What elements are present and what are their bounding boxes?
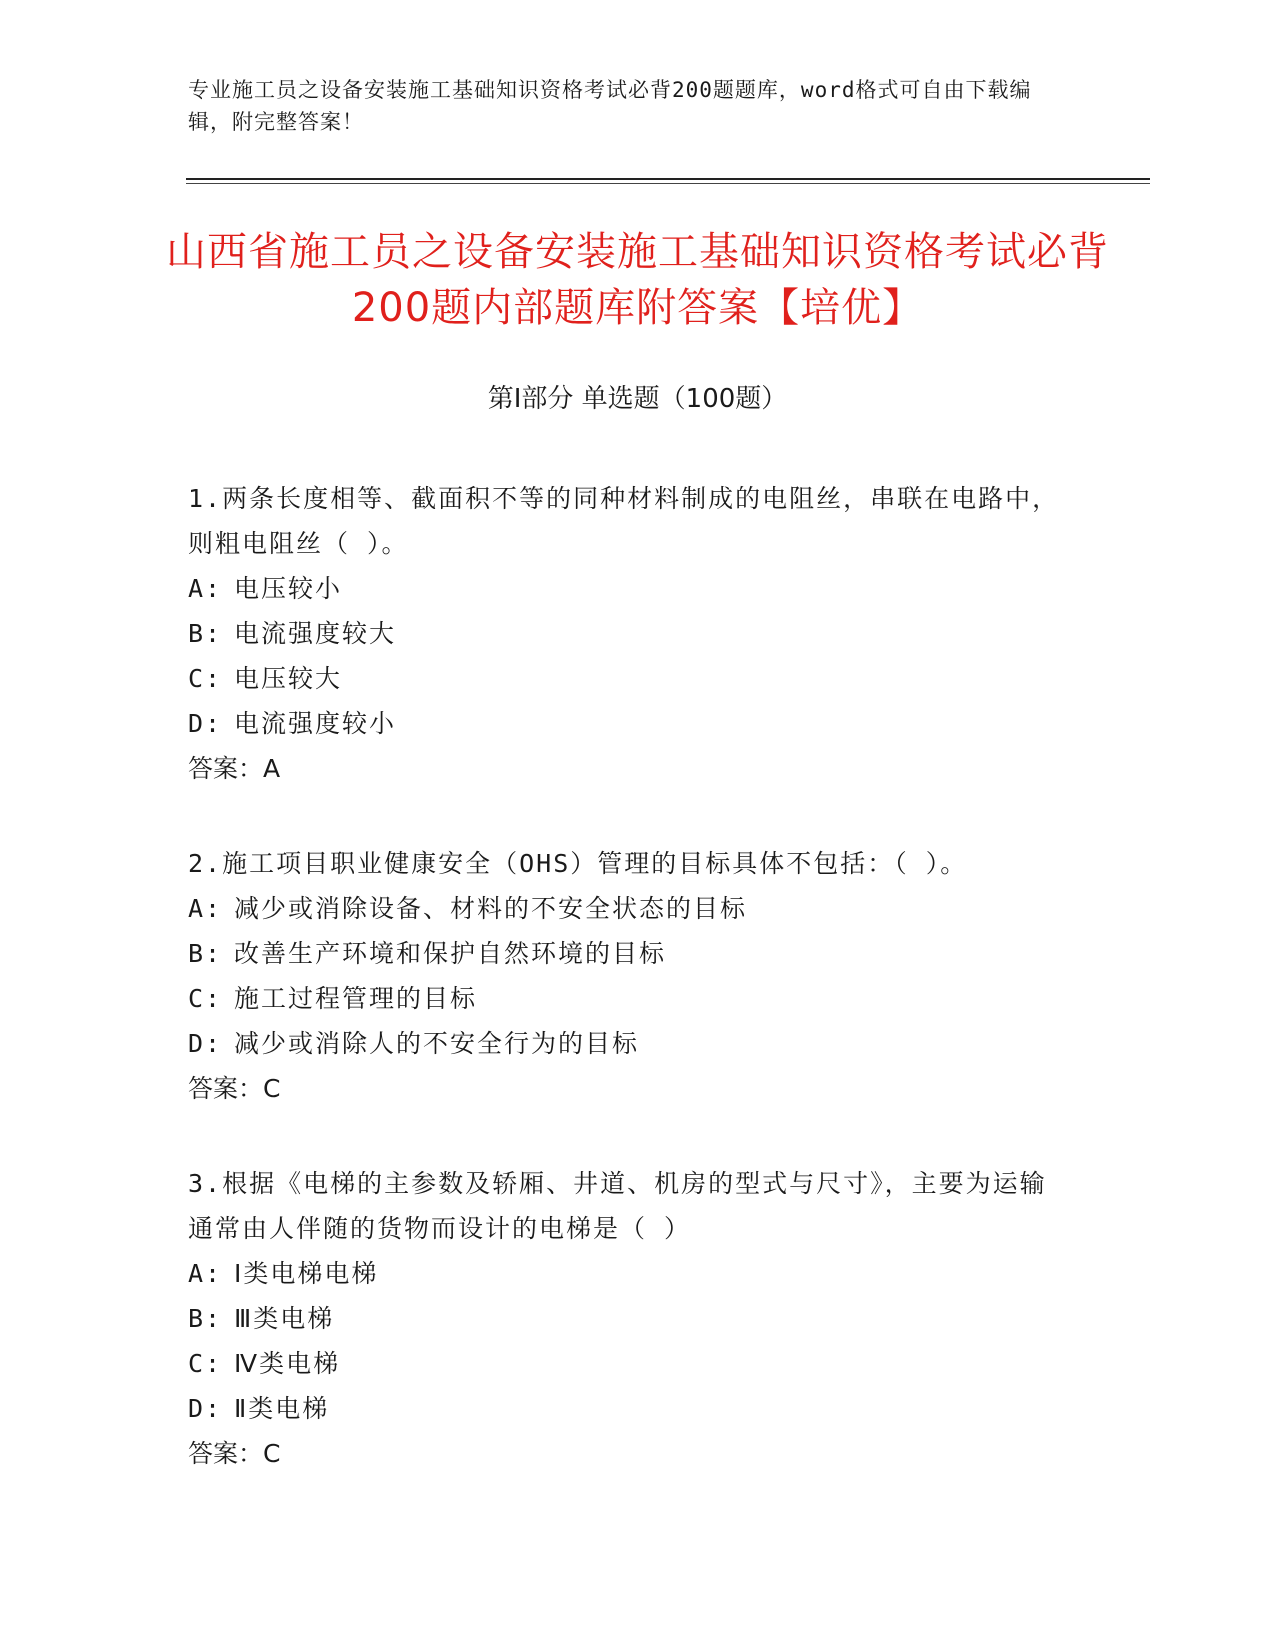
option-text: 电流强度较大 <box>234 619 397 648</box>
option-text: 电压较小 <box>234 574 343 603</box>
section-title: 第Ⅰ部分 单选题（100题） <box>487 384 788 414</box>
answer: 答案：C <box>188 1439 281 1468</box>
answer: 答案：A <box>188 754 281 783</box>
option-key: A: <box>188 894 223 923</box>
option-key: B: <box>188 939 223 968</box>
option-text: Ⅲ类电梯 <box>234 1304 335 1333</box>
option-text: 减少或消除设备、材料的不安全状态的目标 <box>234 894 748 923</box>
question-3 <box>188 1161 1068 1476</box>
header-note: 专业施工员之设备安装施工基础知识资格考试必背200题题库，word格式可自由下载编辑，附完整答案！ <box>188 78 1032 134</box>
option-d <box>188 701 1068 746</box>
option-b <box>188 931 1068 976</box>
question-1 <box>188 476 1068 791</box>
option-text: 减少或消除人的不安全行为的目标 <box>234 1029 640 1058</box>
option-text: Ⅰ类电梯电梯 <box>234 1259 379 1288</box>
question-stem: 1.两条长度相等、截面积不等的同种材料制成的电阻丝，串联在电路中，则粗电阻丝（ ）。 <box>188 484 1060 558</box>
option-c <box>188 1341 1068 1386</box>
header-rule-thick <box>186 178 1150 180</box>
option-key: D: <box>188 1394 223 1423</box>
option-key: B: <box>188 619 223 648</box>
document-title: 山西省施工员之设备安装施工基础知识资格考试必背200题内部题库附答案【培优】 <box>166 229 1109 331</box>
option-key: A: <box>188 1259 223 1288</box>
option-text: 电流强度较小 <box>234 709 397 738</box>
option-key: B: <box>188 1304 223 1333</box>
option-key: D: <box>188 1029 223 1058</box>
option-text: Ⅳ类电梯 <box>234 1349 341 1378</box>
option-key: C: <box>188 1349 223 1378</box>
question-stem: 3.根据《电梯的主参数及轿厢、井道、机房的型式与尺寸》，主要为运输通常由人伴随的货物而设计的电梯是（ ） <box>188 1169 1047 1243</box>
option-key: C: <box>188 984 223 1013</box>
option-key: C: <box>188 664 223 693</box>
option-d <box>188 1386 1068 1431</box>
option-b <box>188 1296 1068 1341</box>
option-c <box>188 976 1068 1021</box>
option-text: 电压较大 <box>234 664 343 693</box>
option-b <box>188 611 1068 656</box>
question-2 <box>188 841 1068 1111</box>
option-a <box>188 886 1068 931</box>
option-key: D: <box>188 709 223 738</box>
option-key: A: <box>188 574 223 603</box>
option-a <box>188 566 1068 611</box>
option-text: 施工过程管理的目标 <box>234 984 478 1013</box>
option-d <box>188 1021 1068 1066</box>
header-rule-thin <box>186 183 1150 184</box>
option-c <box>188 656 1068 701</box>
question-list <box>188 476 1068 1526</box>
option-text: Ⅱ类电梯 <box>234 1394 330 1423</box>
option-a <box>188 1251 1068 1296</box>
option-text: 改善生产环境和保护自然环境的目标 <box>234 939 667 968</box>
question-stem: 2.施工项目职业健康安全（OHS）管理的目标具体不包括：（ ）。 <box>188 849 968 878</box>
answer: 答案：C <box>188 1074 281 1103</box>
